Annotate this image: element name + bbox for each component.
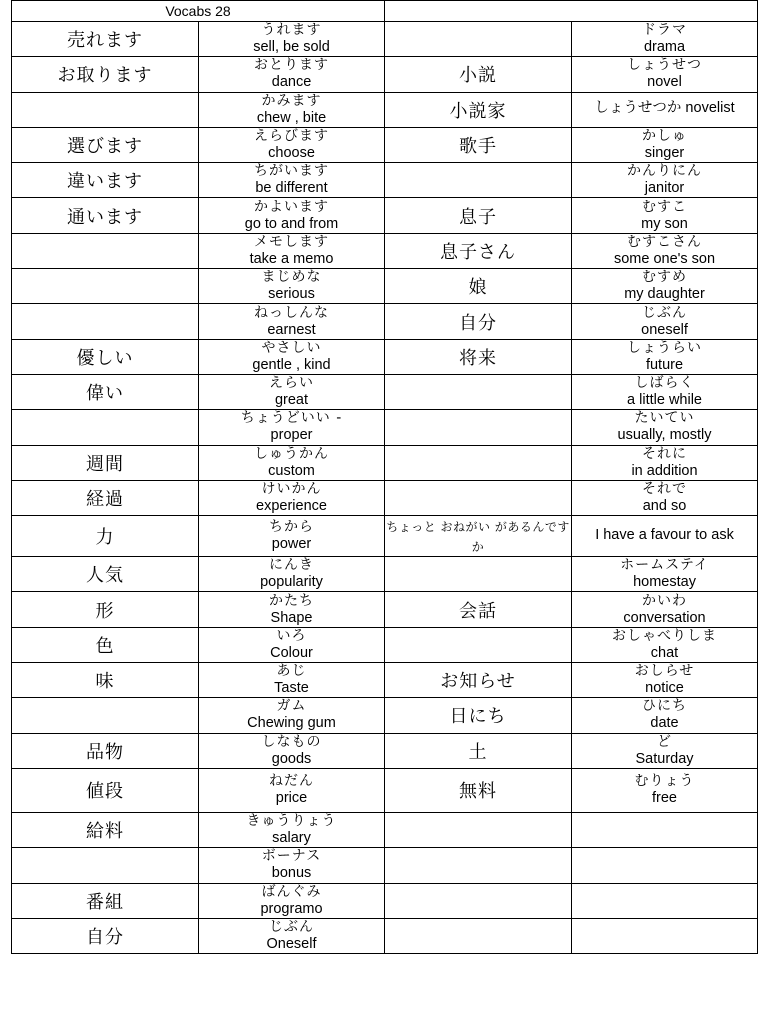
english-meaning: I have a favour to ask: [595, 526, 734, 543]
kanji-word: 通います: [67, 206, 143, 228]
english-meaning: serious: [268, 286, 315, 303]
kana-reading: それで: [642, 481, 688, 497]
reading-meaning-cell: [199, 198, 385, 233]
kanji-cell: [385, 22, 572, 57]
reading-meaning-cell: [199, 339, 385, 374]
table-row: [12, 592, 758, 627]
english-meaning: some one's son: [613, 250, 716, 267]
table-row: [12, 233, 758, 268]
english-meaning: take a memo: [249, 250, 334, 267]
kanji-cell: [385, 557, 572, 592]
kana-reading: しょうらい: [627, 339, 703, 356]
reading-meaning-cell: [572, 163, 758, 198]
kanji-word: 優しい: [76, 347, 134, 369]
table-row: [12, 198, 758, 233]
english-meaning: janitor: [644, 180, 685, 197]
english-meaning: goods: [271, 750, 312, 767]
table-row: [12, 848, 758, 883]
kanji-cell: [12, 233, 199, 268]
kanji-cell: [385, 848, 572, 883]
kana-reading: かんりにん: [627, 163, 703, 180]
title-row: [12, 1, 758, 22]
kanji-word: 売れます: [67, 30, 143, 52]
english-meaning: proper: [270, 427, 313, 444]
english-meaning: choose: [268, 145, 315, 162]
reading-meaning-cell: [199, 445, 385, 480]
reading-meaning-cell: [199, 163, 385, 198]
kanji-cell: [385, 233, 572, 268]
table-row: [12, 269, 758, 304]
table-row: [12, 627, 758, 662]
kanji-cell: [12, 557, 199, 592]
table-row: [12, 92, 758, 127]
reading-meaning-cell: [572, 269, 758, 304]
kanji-cell: [12, 812, 199, 847]
table-row: [12, 163, 758, 198]
kana-reading: かたち: [269, 592, 314, 609]
kanji-cell: [12, 374, 199, 409]
reading-meaning-cell: [572, 445, 758, 480]
table-row: [12, 698, 758, 733]
kanji-word: 選びます: [67, 136, 143, 158]
kana-reading: たいてい: [634, 410, 695, 427]
kana-reading: むすこさん: [627, 233, 703, 250]
reading-meaning-cell: [572, 57, 758, 92]
kanji-word: お知らせ: [440, 671, 516, 693]
english-meaning: usually, mostly: [617, 427, 712, 444]
kana-reading: しゅうかん: [254, 445, 329, 462]
kanji-cell: [385, 163, 572, 198]
kanji-cell: [12, 445, 199, 480]
kana-reading: しょうせつ: [627, 57, 703, 74]
table-row: [12, 374, 758, 409]
reading-meaning-cell: [199, 269, 385, 304]
english-meaning: novel: [647, 74, 682, 91]
english-meaning: go to and from: [244, 215, 339, 232]
reading-meaning-cell: [199, 627, 385, 662]
kanji-cell: [12, 848, 199, 883]
table-row: [12, 304, 758, 339]
english-meaning: gentle , kind: [252, 356, 331, 373]
kanji-word: 色: [95, 635, 115, 657]
reading-meaning-cell: [199, 557, 385, 592]
kanji-cell: [12, 480, 199, 515]
table-row: [12, 918, 758, 953]
reading-meaning-cell: [572, 198, 758, 233]
reading-meaning-cell: [572, 480, 758, 515]
reading-meaning-cell: [199, 92, 385, 127]
kanji-word: 歌手: [459, 136, 498, 158]
reading-meaning-cell: [572, 733, 758, 768]
kanji-word: 経過: [86, 489, 124, 510]
table-row: [12, 768, 758, 812]
kana-reading: かよいます: [254, 198, 329, 215]
english-meaning: notice: [645, 680, 684, 697]
kanji-cell: [12, 304, 199, 339]
kana-reading: やさしい: [261, 339, 322, 356]
kanji-word: 息子さん: [440, 241, 517, 263]
kanji-cell: [12, 918, 199, 953]
kana-reading: それに: [642, 445, 688, 462]
kanji-word: 違います: [67, 171, 143, 193]
kanji-cell: [12, 22, 199, 57]
english-meaning: sell, be sold: [253, 39, 330, 56]
english-meaning: earnest: [267, 321, 316, 338]
reading-meaning-cell: [199, 22, 385, 57]
reading-meaning-cell: [572, 768, 758, 812]
reading-meaning-cell: [572, 374, 758, 409]
kanji-cell: [385, 374, 572, 409]
kanji-cell: [12, 163, 199, 198]
kanji-cell: [385, 592, 572, 627]
kana-reading: いろ: [276, 627, 307, 644]
table-row: [12, 445, 758, 480]
kanji-cell: [385, 198, 572, 233]
kana-reading: メモします: [254, 233, 329, 250]
kanji-word: 自分: [459, 312, 498, 334]
english-meaning: bonus: [271, 865, 312, 882]
kanji-cell: [385, 445, 572, 480]
english-meaning: chew , bite: [256, 109, 327, 126]
reading-meaning-cell: [199, 57, 385, 92]
kanji-word: 日にち: [449, 706, 507, 728]
reading-meaning-cell: [572, 557, 758, 592]
table-row: [12, 733, 758, 768]
kanji-cell: [12, 57, 199, 92]
kanji-cell: [12, 516, 199, 557]
english-meaning: Saturday: [635, 750, 694, 767]
kanji-word: 味: [95, 671, 115, 693]
english-meaning: singer: [644, 145, 685, 162]
reading-meaning-cell: [199, 918, 385, 953]
reading-meaning-cell: [572, 233, 758, 268]
reading-meaning-cell: [199, 480, 385, 515]
reading-meaning-cell: [572, 918, 758, 953]
kanji-cell: [385, 304, 572, 339]
reading-meaning-cell: [199, 592, 385, 627]
kanji-cell: [385, 516, 572, 557]
kanji-word: 番組: [86, 891, 124, 913]
reading-meaning-cell: [199, 516, 385, 557]
reading-meaning-cell: [572, 127, 758, 162]
kanji-word: 無料: [459, 781, 498, 803]
english-meaning: future: [645, 356, 684, 373]
vocab-table: [11, 0, 758, 954]
kanji-cell: [12, 698, 199, 733]
reading-meaning-cell: [572, 304, 758, 339]
english-meaning: in addition: [631, 462, 698, 479]
kana-reading: じぶん: [269, 918, 314, 935]
kana-reading: おとります: [254, 57, 329, 74]
english-meaning: popularity: [260, 574, 323, 591]
kanji-cell: [12, 883, 199, 918]
kanji-cell: [385, 918, 572, 953]
kanji-cell: [12, 592, 199, 627]
english-meaning: Taste: [274, 680, 309, 697]
kanji-cell: [385, 627, 572, 662]
kanji-word: 娘: [468, 277, 488, 299]
reading-meaning-cell: [199, 698, 385, 733]
reading-meaning-cell: [199, 812, 385, 847]
kana-reading: むすこ: [642, 198, 688, 215]
kana-reading: ホームステイ: [620, 557, 709, 574]
english-meaning: and so: [642, 498, 687, 514]
reading-meaning-cell: [572, 698, 758, 733]
kana-reading: おしらせ: [634, 663, 695, 680]
kana-reading: ど: [657, 733, 673, 750]
reading-meaning-cell: [199, 848, 385, 883]
english-meaning: oneself: [641, 321, 688, 338]
page-title: Vocabs 28: [12, 1, 385, 22]
english-meaning: date: [650, 715, 679, 732]
english-meaning: Oneself: [266, 935, 317, 952]
kana-reading: にんき: [269, 557, 314, 574]
english-meaning: power: [271, 536, 312, 553]
english-meaning: a little while: [627, 392, 702, 409]
reading-meaning-cell: [199, 127, 385, 162]
reading-meaning-cell: [572, 627, 758, 662]
kana-reading: かしゅ: [642, 128, 688, 145]
kana-reading: じぶん: [642, 304, 688, 321]
kanji-cell: [12, 269, 199, 304]
table-row: [12, 557, 758, 592]
table-row: [12, 883, 758, 918]
english-meaning: price: [275, 790, 308, 807]
kanji-cell: [12, 410, 199, 445]
reading-meaning-cell: [572, 848, 758, 883]
reading-meaning-cell: [199, 733, 385, 768]
kana-reading: しなもの: [261, 733, 322, 750]
reading-meaning-cell: [572, 592, 758, 627]
reading-meaning-cell: [572, 516, 758, 557]
english-meaning: dance: [271, 74, 312, 91]
reading-meaning-cell: [572, 92, 758, 127]
english-meaning: drama: [643, 39, 686, 56]
kana-reading: かいわ: [642, 592, 688, 609]
kana-reading: むすめ: [642, 269, 688, 286]
kana-reading: ねっしんな: [254, 304, 329, 321]
kanji-word: 力: [95, 527, 115, 549]
english-meaning: chat: [650, 644, 679, 661]
kanji-cell: [385, 698, 572, 733]
kana-reading: かみます: [261, 92, 322, 109]
kanji-cell: [12, 663, 199, 698]
kanji-cell: [385, 410, 572, 445]
reading-meaning-cell: [572, 812, 758, 847]
kanji-cell: [385, 127, 572, 162]
kanji-cell: [385, 663, 572, 698]
title-blank-cell: [385, 1, 758, 22]
reading-meaning-cell: [199, 374, 385, 409]
kana-reading: ひにち: [642, 698, 688, 715]
kana-reading: むりょう: [634, 773, 695, 790]
kanji-cell: [385, 92, 572, 127]
kanji-cell: [12, 198, 199, 233]
kana-reading: あじ: [276, 663, 307, 680]
kana-reading: えらい: [269, 375, 314, 392]
kanji-cell: [385, 339, 572, 374]
reading-meaning-cell: [199, 410, 385, 445]
english-meaning: custom: [268, 462, 315, 479]
reading-meaning-cell: [199, 663, 385, 698]
kana-reading: ちから: [269, 519, 314, 536]
table-row: [12, 663, 758, 698]
reading-meaning-cell: [572, 883, 758, 918]
kanji-cell: [12, 92, 199, 127]
kana-reading: ねだん: [269, 773, 314, 790]
reading-meaning-cell: [199, 768, 385, 812]
kanji-cell: [385, 57, 572, 92]
kanji-word: 会話: [459, 600, 498, 622]
kana-reading: うれます: [261, 22, 322, 39]
table-row: [12, 516, 758, 557]
kanji-word: 週間: [86, 453, 124, 475]
kanji-cell: [385, 883, 572, 918]
english-meaning: conversation: [623, 609, 706, 626]
kana-reading: ばんぐみ: [261, 883, 322, 900]
kanji-word: ちょっと おねがい があるんですか: [386, 520, 570, 555]
kana-reading: ちがいます: [254, 163, 329, 180]
kana-reading: しばらく: [634, 375, 695, 392]
reading-meaning-cell: [199, 233, 385, 268]
kanji-cell: [385, 768, 572, 812]
reading-meaning-cell: [572, 410, 758, 445]
reading-meaning-cell: [199, 883, 385, 918]
table-row: [12, 410, 758, 445]
kanji-word: 土: [468, 741, 488, 763]
kanji-cell: [12, 627, 199, 662]
kana-reading: おしゃべりしま: [612, 627, 718, 644]
reading-meaning-cell: [199, 304, 385, 339]
table-row: [12, 127, 758, 162]
english-meaning: great: [274, 392, 309, 409]
kanji-cell: [12, 127, 199, 162]
english-meaning: salary: [272, 830, 311, 847]
english-meaning: Colour: [270, 644, 313, 661]
english-meaning: my son: [641, 215, 688, 232]
reading-meaning-cell: [572, 663, 758, 698]
table-row: [12, 22, 758, 57]
kana-reading: ガム: [276, 698, 307, 715]
kanji-cell: [385, 812, 572, 847]
kana-reading: きゅうりょう: [246, 813, 337, 830]
kana-reading: ボーナス: [261, 848, 322, 865]
table-row: [12, 480, 758, 515]
table-row: [12, 57, 758, 92]
kanji-word: 偉い: [86, 383, 124, 405]
kanji-word: 値段: [86, 781, 124, 803]
english-meaning: Chewing gum: [247, 715, 336, 732]
kanji-word: 給料: [86, 821, 124, 843]
kanji-word: 品物: [86, 741, 124, 763]
reading-meaning-cell: [572, 339, 758, 374]
english-meaning: homestay: [633, 574, 696, 591]
kanji-cell: [12, 733, 199, 768]
kanji-word: 自分: [86, 926, 124, 948]
kanji-word: お取ります: [57, 65, 153, 87]
kanji-word: 形: [95, 600, 115, 622]
kana-reading: えらびます: [254, 128, 329, 145]
english-meaning: be different: [255, 180, 328, 197]
kana-reading: ドラマ: [642, 22, 688, 39]
kanji-word: 将来: [459, 347, 498, 369]
kanji-word: 小説: [459, 65, 498, 87]
table-row: [12, 339, 758, 374]
english-meaning: experience: [256, 498, 327, 514]
table-row: [12, 812, 758, 847]
reading-meaning-cell: [572, 22, 758, 57]
kanji-cell: [385, 733, 572, 768]
english-meaning: しょうせつか novelist: [594, 100, 735, 117]
kanji-cell: [385, 480, 572, 515]
kana-reading: まじめな: [261, 269, 322, 286]
kanji-word: 小説家: [449, 100, 507, 122]
kanji-cell: [12, 768, 199, 812]
english-meaning: my daughter: [624, 286, 705, 303]
kanji-word: 人気: [86, 565, 124, 587]
english-meaning: free: [652, 790, 678, 807]
kanji-cell: [385, 269, 572, 304]
kana-reading: けいかん: [261, 481, 322, 497]
kana-reading: ちょうどいい -: [240, 410, 343, 427]
kanji-cell: [12, 339, 199, 374]
english-meaning: programo: [260, 900, 323, 917]
english-meaning: Shape: [270, 609, 313, 626]
kanji-word: 息子: [459, 206, 498, 228]
